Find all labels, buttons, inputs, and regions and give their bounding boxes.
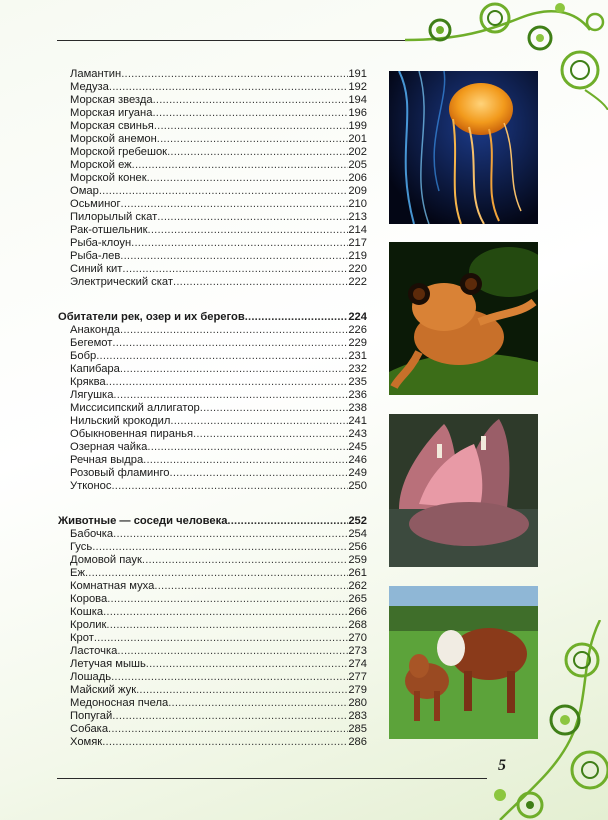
entry-title: Осьминог: [70, 198, 121, 210]
section-page: 252: [348, 515, 367, 527]
entry-page: 270: [348, 632, 367, 644]
leader-dots: [96, 350, 348, 363]
entry-page: 219: [348, 250, 367, 262]
entry-title: Кошка: [70, 606, 104, 618]
leader-dots: [113, 528, 348, 541]
entry-page: 268: [348, 619, 367, 631]
entry-page: 245: [348, 441, 367, 453]
toc-entry[interactable]: [70, 402, 367, 415]
toc-entry[interactable]: [70, 363, 367, 376]
toc-section-heading[interactable]: [58, 311, 367, 324]
toc-entry[interactable]: [70, 697, 367, 710]
leader-dots: [153, 94, 349, 107]
leader-dots: [94, 632, 348, 645]
entry-title: Розовый фламинго: [70, 467, 170, 479]
leader-dots: [170, 467, 349, 480]
entry-page: 246: [348, 454, 367, 466]
leader-dots: [113, 389, 348, 402]
leader-dots: [227, 515, 348, 528]
entry-title: Электрический скат: [70, 276, 174, 288]
leader-dots: [109, 81, 348, 94]
entry-title: Морской гребешок: [70, 146, 168, 158]
entry-page: 206: [348, 172, 367, 184]
entry-title: Еж: [70, 567, 85, 579]
entry-page: 262: [348, 580, 367, 592]
entry-title: Морской еж: [70, 159, 132, 171]
leader-dots: [157, 211, 348, 224]
entry-title: Нильский крокодил: [70, 415, 171, 427]
toc-entry[interactable]: [70, 723, 367, 736]
entry-page: 209: [348, 185, 367, 197]
entry-title: Капибара: [70, 363, 120, 375]
entry-page: 280: [348, 697, 367, 709]
entry-title: Омар: [70, 185, 99, 197]
leader-dots: [131, 237, 348, 250]
leader-dots: [121, 68, 348, 81]
entry-page: 241: [348, 415, 367, 427]
entry-page: 243: [348, 428, 367, 440]
toc-entry[interactable]: [70, 415, 367, 428]
entry-title: Медоносная пчела: [70, 697, 169, 709]
toc-entry[interactable]: [70, 541, 367, 554]
leader-dots: [108, 723, 348, 736]
entry-page: 279: [348, 684, 367, 696]
leader-dots: [112, 337, 348, 350]
entry-title: Миссисипский аллигатор: [70, 402, 200, 414]
entry-page: 285: [348, 723, 367, 735]
leader-dots: [167, 146, 348, 159]
entry-page: 286: [348, 736, 367, 748]
leader-dots: [92, 541, 348, 554]
entry-page: 210: [348, 198, 367, 210]
leader-dots: [132, 159, 349, 172]
leader-dots: [170, 415, 348, 428]
leader-dots: [154, 580, 348, 593]
entry-title: Комнатная муха: [70, 580, 155, 592]
entry-title: Собака: [70, 723, 109, 735]
entry-title: Кряква: [70, 376, 106, 388]
leader-dots: [173, 276, 348, 289]
toc-entry[interactable]: [70, 454, 367, 467]
toc-entry[interactable]: [70, 81, 367, 94]
entry-page: 222: [348, 276, 367, 288]
leader-dots: [147, 441, 348, 454]
entry-title: Анаконда: [70, 324, 121, 336]
leader-dots: [146, 658, 349, 671]
entry-title: Крот: [70, 632, 94, 644]
table-of-contents: [58, 68, 367, 749]
entry-page: 265: [348, 593, 367, 605]
section-gap: [70, 289, 367, 311]
toc-entry[interactable]: [70, 133, 367, 146]
toc-entry[interactable]: [70, 710, 367, 723]
leader-dots: [120, 363, 348, 376]
leader-dots: [112, 710, 348, 723]
entry-title: Гусь: [70, 541, 93, 553]
entry-title: Рак-отшельник: [70, 224, 148, 236]
entry-page: 277: [348, 671, 367, 683]
toc-entry[interactable]: [70, 263, 367, 276]
entry-page: 214: [348, 224, 367, 236]
bottom-rule: [57, 778, 487, 779]
entry-title: Майский жук: [70, 684, 137, 696]
entry-title: Морская игуана: [70, 107, 153, 119]
leader-dots: [120, 324, 348, 337]
entry-page: 235: [348, 376, 367, 388]
toc-entry[interactable]: [70, 107, 367, 120]
frog-photo: [389, 242, 538, 395]
toc-entry[interactable]: [70, 441, 367, 454]
entry-page: 249: [348, 467, 367, 479]
entry-title: Хомяк: [70, 736, 103, 748]
entry-title: Синий кит: [70, 263, 123, 275]
entry-page: 273: [348, 645, 367, 657]
entry-title: Бобр: [70, 350, 97, 362]
top-rule: [57, 40, 410, 41]
toc-entry[interactable]: [70, 120, 367, 133]
leader-dots: [102, 736, 348, 749]
entry-title: Морской анемон: [70, 133, 157, 145]
entry-page: 259: [348, 554, 367, 566]
entry-page: 232: [348, 363, 367, 375]
toc-entry[interactable]: [70, 480, 367, 493]
entry-title: Попугай: [70, 710, 113, 722]
entry-page: 274: [348, 658, 367, 670]
entry-page: 236: [348, 389, 367, 401]
toc-entry[interactable]: [70, 276, 367, 289]
leader-dots: [117, 645, 348, 658]
toc-entry[interactable]: [70, 632, 367, 645]
toc-entry[interactable]: [70, 337, 367, 350]
entry-title: Ласточка: [70, 645, 118, 657]
entry-title: Лошадь: [70, 671, 112, 683]
entry-title: Ламантин: [70, 68, 122, 80]
toc-entry[interactable]: [70, 684, 367, 697]
toc-entry[interactable]: [70, 593, 367, 606]
leader-dots: [120, 250, 348, 263]
toc-entry[interactable]: [70, 671, 367, 684]
entry-page: 229: [348, 337, 367, 349]
section-title: Обитатели рек, озер и их берегов: [58, 311, 245, 323]
leader-dots: [121, 198, 349, 211]
entry-page: 213: [348, 211, 367, 223]
toc-entry[interactable]: [70, 428, 367, 441]
toc-entry[interactable]: [70, 467, 367, 480]
entry-page: 205: [348, 159, 367, 171]
section-page: 224: [348, 311, 367, 323]
toc-entry[interactable]: [70, 658, 367, 671]
toc-entry[interactable]: [70, 146, 367, 159]
entry-page: 201: [348, 133, 367, 145]
entry-page: 217: [348, 237, 367, 249]
leader-dots: [148, 224, 349, 237]
leader-dots: [111, 480, 348, 493]
toc-entry[interactable]: [70, 94, 367, 107]
entry-title: Морской конек: [70, 172, 147, 184]
toc-entry[interactable]: [70, 198, 367, 211]
entry-page: 261: [348, 567, 367, 579]
leader-dots: [122, 263, 348, 276]
toc-entry[interactable]: [70, 172, 367, 185]
entry-page: 220: [348, 263, 367, 275]
toc-entry[interactable]: [70, 324, 367, 337]
leader-dots: [157, 133, 349, 146]
entry-title: Озерная чайка: [70, 441, 148, 453]
toc-entry[interactable]: [70, 159, 367, 172]
leader-dots: [106, 619, 348, 632]
hippo-photo: [389, 414, 538, 567]
entry-page: 266: [348, 606, 367, 618]
leader-dots: [143, 454, 348, 467]
entry-title: Корова: [70, 593, 108, 605]
jellyfish-photo: [389, 71, 538, 224]
leader-dots: [193, 428, 348, 441]
entry-title: Морская звезда: [70, 94, 153, 106]
entry-title: Рыба-лев: [70, 250, 121, 262]
leader-dots: [99, 185, 348, 198]
entry-page: 254: [348, 528, 367, 540]
entry-page: 250: [348, 480, 367, 492]
toc-entry[interactable]: [70, 645, 367, 658]
entry-page: 283: [348, 710, 367, 722]
toc-entry[interactable]: [70, 554, 367, 567]
leader-dots: [85, 567, 348, 580]
entry-title: Летучая мышь: [70, 658, 146, 670]
toc-section-heading[interactable]: [58, 515, 367, 528]
page-number: 5: [498, 757, 506, 774]
leader-dots: [142, 554, 348, 567]
toc-entry[interactable]: [70, 736, 367, 749]
section-title: Животные — соседи человека: [58, 515, 228, 527]
toc-entry[interactable]: [70, 619, 367, 632]
toc-entry[interactable]: [70, 376, 367, 389]
entry-page: 199: [348, 120, 367, 132]
toc-entry[interactable]: [70, 567, 367, 580]
entry-page: 202: [348, 146, 367, 158]
toc-entry[interactable]: [70, 350, 367, 363]
leader-dots: [168, 697, 348, 710]
section-gap: [70, 493, 367, 515]
entry-title: Домовой паук: [70, 554, 142, 566]
entry-title: Медуза: [70, 81, 109, 93]
entry-page: 196: [348, 107, 367, 119]
entry-title: Кролик: [70, 619, 107, 631]
entry-title: Пилорылый скат: [70, 211, 158, 223]
toc-entry[interactable]: [70, 606, 367, 619]
toc-entry[interactable]: [70, 224, 367, 237]
entry-title: Утконос: [70, 480, 112, 492]
entry-page: 231: [348, 350, 367, 362]
leader-dots: [147, 172, 349, 185]
entry-title: Лягушка: [70, 389, 114, 401]
leader-dots: [103, 606, 348, 619]
toc-entry[interactable]: [70, 389, 367, 402]
toc-entry[interactable]: [70, 250, 367, 263]
leader-dots: [106, 376, 349, 389]
entry-title: Речная выдра: [70, 454, 144, 466]
entry-page: 192: [348, 81, 367, 93]
entry-title: Рыба-клоун: [70, 237, 132, 249]
cows-photo: [389, 586, 538, 739]
entry-page: 226: [348, 324, 367, 336]
leader-dots: [200, 402, 349, 415]
entry-title: Бабочка: [70, 528, 114, 540]
entry-title: Обыкновенная пиранья: [70, 428, 194, 440]
toc-entry[interactable]: [70, 211, 367, 224]
toc-entry[interactable]: [70, 237, 367, 250]
leader-dots: [152, 107, 348, 120]
leader-dots: [154, 120, 348, 133]
leader-dots: [136, 684, 348, 697]
toc-entry[interactable]: [70, 528, 367, 541]
leader-dots: [107, 593, 348, 606]
entry-title: Морская свинья: [70, 120, 154, 132]
toc-entry[interactable]: [70, 580, 367, 593]
entry-page: 194: [348, 94, 367, 106]
toc-entry[interactable]: [70, 185, 367, 198]
entry-page: 238: [348, 402, 367, 414]
leader-dots: [245, 311, 349, 324]
entry-page: 256: [348, 541, 367, 553]
entry-title: Бегемот: [70, 337, 113, 349]
toc-entry[interactable]: [70, 68, 367, 81]
entry-page: 191: [348, 68, 367, 80]
leader-dots: [111, 671, 348, 684]
